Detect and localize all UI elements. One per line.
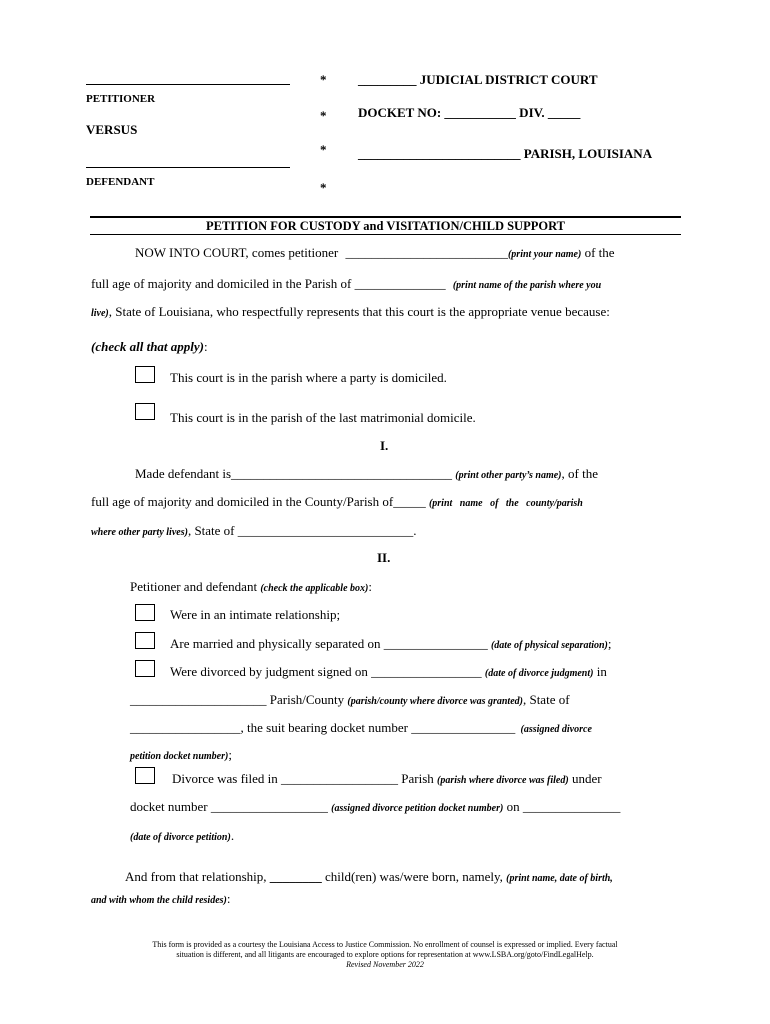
divorce-docket-hint-cont: petition docket number) xyxy=(130,751,229,762)
separation-date-blank[interactable]: Are married and physically separated on ________________ xyxy=(170,636,488,651)
parish-hint-cont: live) xyxy=(91,308,109,319)
colon-3: : xyxy=(226,891,231,906)
parish-blank[interactable]: ______________ xyxy=(354,276,446,291)
section-2-numeral: II. xyxy=(377,550,391,565)
relationship-intro: Petitioner and defendant xyxy=(130,579,258,594)
print-name-hint: (print your name) xyxy=(507,249,582,260)
intro-line-3 xyxy=(91,304,610,320)
children-line-2 xyxy=(91,891,230,907)
defendant-name-line[interactable] xyxy=(86,167,290,168)
caption-star-4: * xyxy=(320,180,327,195)
children-hint: (print name, date of birth, xyxy=(506,873,613,884)
title-rule-top xyxy=(90,216,681,218)
relationship-option-3-line-3 xyxy=(130,720,592,736)
county-parish-blank[interactable]: full age of majority and domiciled in the County/Parish of_____ xyxy=(91,494,426,509)
defendant-name-blank[interactable]: Made defendant is__________________________________ xyxy=(135,466,453,481)
relationship-option-1: Were in an intimate relationship; xyxy=(170,607,341,622)
footer-line-2: situation is different, and all litigants are encouraged to explore options for representation at www.LSBA.org/goto/FindLegalHelp. xyxy=(176,950,594,959)
relationship-option-3-line-4 xyxy=(130,747,232,763)
relationship-option-2 xyxy=(170,636,612,652)
section-1-line-1 xyxy=(135,466,598,482)
intro-line-2 xyxy=(91,276,601,292)
caption-star-3: * xyxy=(320,142,327,157)
relationship-option-3 xyxy=(170,664,607,680)
venue-option-2: This court is in the parish of the last matrimonial domicile. xyxy=(170,410,476,425)
county-parish-hint: (print name of the county/parish xyxy=(428,498,583,509)
intro-text-cont: of the xyxy=(584,245,615,260)
period: . xyxy=(230,828,235,843)
venue-checkbox-1[interactable] xyxy=(135,366,155,383)
petitioner-name-blank[interactable]: _________________________ xyxy=(345,245,508,260)
semicolon-2: ; xyxy=(228,747,232,762)
relationship-checkbox-3[interactable] xyxy=(135,660,155,677)
footer-disclaimer xyxy=(80,940,690,970)
section-1-numeral: I. xyxy=(380,438,389,453)
divorce-docket-blank[interactable]: _________________, the suit bearing docket number ________________ xyxy=(130,720,516,735)
other-party-name-hint: (print other party’s name) xyxy=(455,470,562,481)
relationship-checkbox-1[interactable] xyxy=(135,604,155,621)
parish-heading: _________________________ PARISH, LOUISIANA xyxy=(358,146,653,161)
children-hint-cont: and with whom the child resides) xyxy=(91,895,227,906)
venue-checkbox-2[interactable] xyxy=(135,403,155,420)
venue-statement: , State of Louisiana, who respectfully represents that this court is the appropriate venue because: xyxy=(108,304,610,319)
parish-hint: (print name of the parish where you xyxy=(452,280,602,291)
divorce-docket-hint: (assigned divorce xyxy=(520,724,592,735)
petitioner-label: PETITIONER xyxy=(86,93,156,105)
children-line-1 xyxy=(125,869,613,885)
semicolon: ; xyxy=(607,636,612,651)
relationship-option-3-line-2 xyxy=(130,692,570,708)
docket-heading: DOCKET NO: ___________ DIV. _____ xyxy=(358,105,581,120)
divorce-judgment-hint: (date of divorce judgment) xyxy=(484,668,594,679)
intro-text-2: full age of majority and domiciled in the Parish of xyxy=(91,276,352,291)
petitioner-name-line[interactable] xyxy=(86,84,290,85)
venue-option-1: This court is in the parish where a party is domiciled. xyxy=(170,370,447,385)
divorce-filed-hint: (parish where divorce was filed) xyxy=(437,775,569,786)
under-word: under xyxy=(571,771,602,786)
separation-date-hint: (date of physical separation) xyxy=(490,640,608,651)
caption-star-2: * xyxy=(320,108,327,123)
relationship-checkbox-4[interactable] xyxy=(135,767,155,784)
petition-date-hint: (date of divorce petition) xyxy=(130,832,231,843)
in-word: in xyxy=(596,664,607,679)
divorce-parish-blank[interactable]: _____________________ Parish/County xyxy=(130,692,345,707)
defendant-label: DEFENDANT xyxy=(86,176,155,188)
applicable-box-hint: (check the applicable box) xyxy=(260,583,369,594)
relationship-checkbox-2[interactable] xyxy=(135,632,155,649)
relationship-option-4-line-3 xyxy=(130,828,234,844)
colon-2: : xyxy=(368,579,372,594)
divorce-judgment-date-blank[interactable]: Were divorced by judgment signed on _________________ xyxy=(170,664,482,679)
colon: : xyxy=(204,339,208,354)
footer-line-1: This form is provided as a courtesy the Louisiana Access to Justice Commission. No enrollment of counsel is expressed or implied. Every factual xyxy=(152,940,618,949)
divorce-filed-parish-blank[interactable]: Divorce was filed in __________________ Parish xyxy=(172,771,434,786)
children-intro: And from that relationship, xyxy=(125,869,267,884)
state-blank[interactable]: , State of ___________________________. xyxy=(187,523,417,538)
versus-label: VERSUS xyxy=(86,122,138,137)
petition-date-blank[interactable]: on _______________ xyxy=(506,799,621,814)
petition-docket-hint: (assigned divorce petition docket number) xyxy=(331,803,504,814)
title-rule-bottom xyxy=(90,234,681,235)
document-title: PETITION FOR CUSTODY and VISITATION/CHILD SUPPORT xyxy=(205,219,565,233)
section-1-line-3 xyxy=(91,523,417,539)
children-count-blank[interactable]: ________ xyxy=(269,869,322,884)
petition-docket-blank[interactable]: docket number __________________ xyxy=(130,799,328,814)
divorce-parish-hint: (parish/county where divorce was granted) xyxy=(347,696,523,707)
section-2-intro xyxy=(130,579,372,595)
county-parish-hint-cont: where other party lives) xyxy=(91,527,188,538)
check-all-hint: (check all that apply) xyxy=(91,339,205,354)
relationship-option-4 xyxy=(172,771,602,787)
check-all-line xyxy=(91,339,208,355)
footer-revised: Revised November 2022 xyxy=(346,960,424,969)
state-of: , State of xyxy=(522,692,570,707)
intro-line-1 xyxy=(135,245,615,261)
relationship-option-4-line-2 xyxy=(130,799,620,815)
of-the: , of the xyxy=(561,466,598,481)
children-born-text: child(ren) was/were born, namely, xyxy=(325,869,503,884)
intro-text: NOW INTO COURT, comes petitioner xyxy=(135,245,339,260)
caption-star-1: * xyxy=(320,72,327,87)
court-heading: _________ JUDICIAL DISTRICT COURT xyxy=(358,72,598,87)
section-1-line-2 xyxy=(91,494,583,510)
